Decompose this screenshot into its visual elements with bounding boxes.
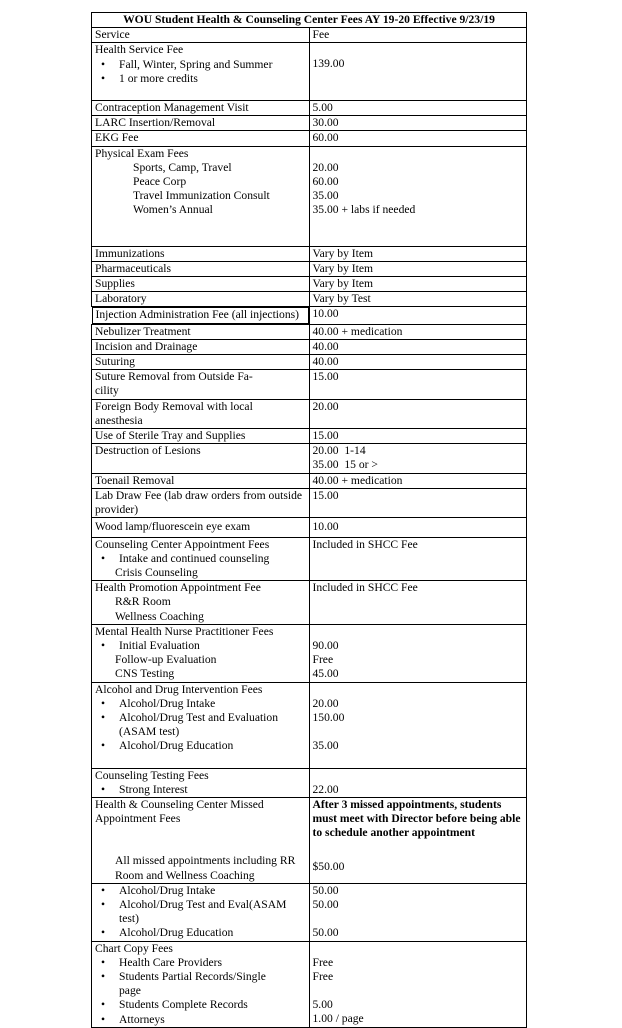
service-subitem: Crisis Counseling bbox=[115, 565, 198, 579]
table-row bbox=[92, 146, 527, 246]
service-subitem: • Intake and continued counseling bbox=[119, 551, 270, 565]
service-name: Lab Draw Fee (lab draw orders from outside bbox=[95, 488, 303, 502]
fee-value: 50.00 bbox=[312, 883, 339, 897]
fee-value: 20.00 bbox=[312, 696, 339, 710]
service-subitem: • Students Partial Records/Single bbox=[119, 969, 266, 983]
table-row bbox=[92, 473, 527, 488]
service-name: Laboratory bbox=[92, 292, 310, 307]
service-name-cont: provider) bbox=[95, 503, 139, 517]
table-row bbox=[92, 370, 527, 399]
fee-value: Vary by Item bbox=[309, 246, 527, 261]
fee-value: 15.00 bbox=[309, 488, 527, 517]
fee-value: 15.00 bbox=[309, 370, 527, 399]
fee-value: Free bbox=[312, 969, 334, 983]
service-name: Suture Removal from Outside Fa- bbox=[95, 370, 253, 384]
missed-appointment-note: After 3 missed appointments, students must meet with Director before being able to schedule another appointment bbox=[312, 797, 521, 840]
service-subitem: • Alcohol/Drug Test and Evaluation bbox=[119, 710, 279, 724]
service-name: Counseling Center Appointment Fees bbox=[95, 537, 270, 551]
table-title: WOU Student Health & Counseling Center Fees AY 19-20 Effective 9/23/19 bbox=[92, 13, 527, 28]
service-name: EKG Fee bbox=[92, 131, 310, 146]
fee-value: 35.00 + labs if needed bbox=[312, 203, 416, 217]
fee-value: Vary by Item bbox=[309, 277, 527, 292]
service-name: Health Promotion Appointment Fee bbox=[95, 581, 261, 595]
fee-value: 50.00 bbox=[312, 897, 339, 911]
service-subitem-cont: test) bbox=[119, 912, 139, 926]
table-row bbox=[92, 339, 527, 354]
fee-value: 90.00 bbox=[312, 638, 339, 652]
service-subitem: All missed appointments including RR bbox=[115, 854, 296, 868]
service-header: Service bbox=[92, 28, 310, 43]
fee-value: Free bbox=[312, 955, 334, 969]
service-name: Pharmaceuticals bbox=[92, 261, 310, 276]
table-row bbox=[92, 429, 527, 444]
service-name: Toenail Removal bbox=[92, 473, 310, 488]
table-row bbox=[92, 277, 527, 292]
service-name: Suturing bbox=[92, 355, 310, 370]
table-row bbox=[92, 101, 527, 116]
fees-table bbox=[91, 12, 527, 1028]
table-row bbox=[92, 43, 527, 101]
fee-value: 60.00 bbox=[312, 174, 339, 188]
fee-value: 35.00 bbox=[312, 189, 339, 203]
service-subitem: • Alcohol/Drug Intake bbox=[119, 883, 216, 897]
service-name-cont: cility bbox=[95, 384, 119, 398]
service-name: Chart Copy Fees bbox=[95, 941, 173, 955]
service-name: Incision and Drainage bbox=[92, 339, 310, 354]
service-name: Nebulizer Treatment bbox=[92, 324, 310, 339]
table-row bbox=[92, 292, 527, 307]
table-row bbox=[92, 518, 527, 537]
table-row bbox=[92, 444, 527, 473]
fee-value: $50.00 bbox=[312, 859, 345, 873]
fee-value: 10.00 bbox=[309, 307, 527, 324]
service-subitem: • 1 or more credits bbox=[119, 71, 198, 85]
fee-header: Fee bbox=[309, 28, 527, 43]
fee-value: 45.00 bbox=[312, 667, 339, 681]
fee-value: 50.00 bbox=[312, 926, 339, 940]
fee-value: 139.00 bbox=[312, 57, 345, 71]
fee-value: Vary by Item bbox=[309, 261, 527, 276]
service-subitem-cont: (ASAM test) bbox=[119, 725, 180, 739]
header-row bbox=[92, 28, 527, 43]
service-subitem: Follow-up Evaluation bbox=[115, 653, 217, 667]
table-row bbox=[92, 116, 527, 131]
fee-value: 30.00 bbox=[309, 116, 527, 131]
fee-value: 22.00 bbox=[312, 782, 339, 796]
fee-value: 10.00 bbox=[309, 518, 527, 537]
service-subitem: • Attorneys bbox=[119, 1012, 165, 1026]
table-row bbox=[92, 624, 527, 682]
fee-value: Included in SHCC Fee bbox=[309, 537, 527, 581]
service-name: Counseling Testing Fees bbox=[95, 768, 209, 782]
table-row bbox=[92, 131, 527, 146]
fee-value: 20.00 bbox=[312, 160, 339, 174]
service-name: Mental Health Nurse Practitioner Fees bbox=[95, 624, 274, 638]
service-subitem: R&R Room bbox=[115, 595, 171, 609]
service-subitem: • Alcohol/Drug Intake bbox=[119, 696, 216, 710]
service-subitem: • Alcohol/Drug Education bbox=[119, 739, 234, 753]
service-subitem: • Alcohol/Drug Test and Eval(ASAM bbox=[119, 897, 287, 911]
service-name: Health Service Fee bbox=[95, 43, 184, 57]
fee-value: 40.00 + medication bbox=[309, 473, 527, 488]
service-subitem: • Strong Interest bbox=[119, 782, 188, 796]
service-name-cont: Appointment Fees bbox=[95, 812, 181, 826]
fee-value: 60.00 bbox=[309, 131, 527, 146]
service-subitem-cont: page bbox=[119, 984, 141, 998]
title-row bbox=[92, 13, 527, 28]
fee-value: Vary by Test bbox=[309, 292, 527, 307]
table-row bbox=[92, 581, 527, 625]
table-row bbox=[92, 883, 527, 941]
fee-value: Free bbox=[312, 652, 334, 666]
service-name: Health & Counseling Center Missed bbox=[95, 797, 264, 811]
service-subitem: Sports, Camp, Travel bbox=[133, 160, 232, 174]
fee-value: 15.00 bbox=[309, 429, 527, 444]
table-row bbox=[92, 768, 527, 797]
service-subitem: Women’s Annual bbox=[133, 203, 213, 217]
table-row bbox=[92, 537, 527, 581]
table-row bbox=[92, 797, 527, 883]
fee-value: 40.00 bbox=[309, 339, 527, 354]
fee-value: 35.00 bbox=[312, 738, 339, 752]
service-subitem: Wellness Coaching bbox=[115, 609, 204, 623]
service-subitem: • Initial Evaluation bbox=[119, 638, 200, 652]
table-row bbox=[92, 261, 527, 276]
fee-value: 1.00 / page bbox=[312, 1012, 364, 1026]
service-name: Injection Administration Fee (all injections) bbox=[92, 307, 309, 323]
table-row bbox=[92, 355, 527, 370]
service-subitem: • Fall, Winter, Spring and Summer bbox=[119, 57, 273, 71]
table-row bbox=[92, 488, 527, 517]
fee-value: 40.00 + medication bbox=[309, 324, 527, 339]
service-name: Physical Exam Fees bbox=[95, 146, 189, 160]
table-row bbox=[92, 682, 527, 768]
service-name-cont: anesthesia bbox=[95, 413, 143, 427]
fee-value: 20.00 1-14 bbox=[312, 444, 366, 458]
fee-value: 20.00 bbox=[309, 399, 527, 428]
service-name: Destruction of Lesions bbox=[92, 444, 310, 473]
service-name: Supplies bbox=[92, 277, 310, 292]
service-name: Wood lamp/fluorescein eye exam bbox=[92, 518, 310, 537]
service-name: Use of Sterile Tray and Supplies bbox=[92, 429, 310, 444]
service-subitem: • Students Complete Records bbox=[119, 998, 248, 1012]
table-row bbox=[92, 941, 527, 1027]
service-subitem: • Health Care Providers bbox=[119, 955, 223, 969]
fee-value: 40.00 bbox=[309, 355, 527, 370]
fee-value: 5.00 bbox=[312, 997, 333, 1011]
service-name: Immunizations bbox=[92, 246, 310, 261]
service-subitem: CNS Testing bbox=[115, 667, 175, 681]
service-subitem: Travel Immunization Consult bbox=[133, 189, 270, 203]
service-name: Foreign Body Removal with local bbox=[95, 399, 253, 413]
service-name: Contraception Management Visit bbox=[92, 101, 310, 116]
fee-value: 150.00 bbox=[312, 710, 345, 724]
fee-value: 35.00 15 or > bbox=[312, 458, 378, 472]
table-row bbox=[92, 246, 527, 261]
service-subitem-cont: Room and Wellness Coaching bbox=[115, 868, 255, 882]
table-row bbox=[92, 307, 527, 324]
table-row bbox=[92, 399, 527, 428]
service-subitem: Peace Corp bbox=[133, 175, 187, 189]
table-row bbox=[92, 324, 527, 339]
fee-value: 5.00 bbox=[309, 101, 527, 116]
fee-value: Included in SHCC Fee bbox=[309, 581, 527, 625]
service-name: LARC Insertion/Removal bbox=[92, 116, 310, 131]
service-name: Alcohol and Drug Intervention Fees bbox=[95, 682, 263, 696]
service-subitem: • Alcohol/Drug Education bbox=[119, 926, 234, 940]
